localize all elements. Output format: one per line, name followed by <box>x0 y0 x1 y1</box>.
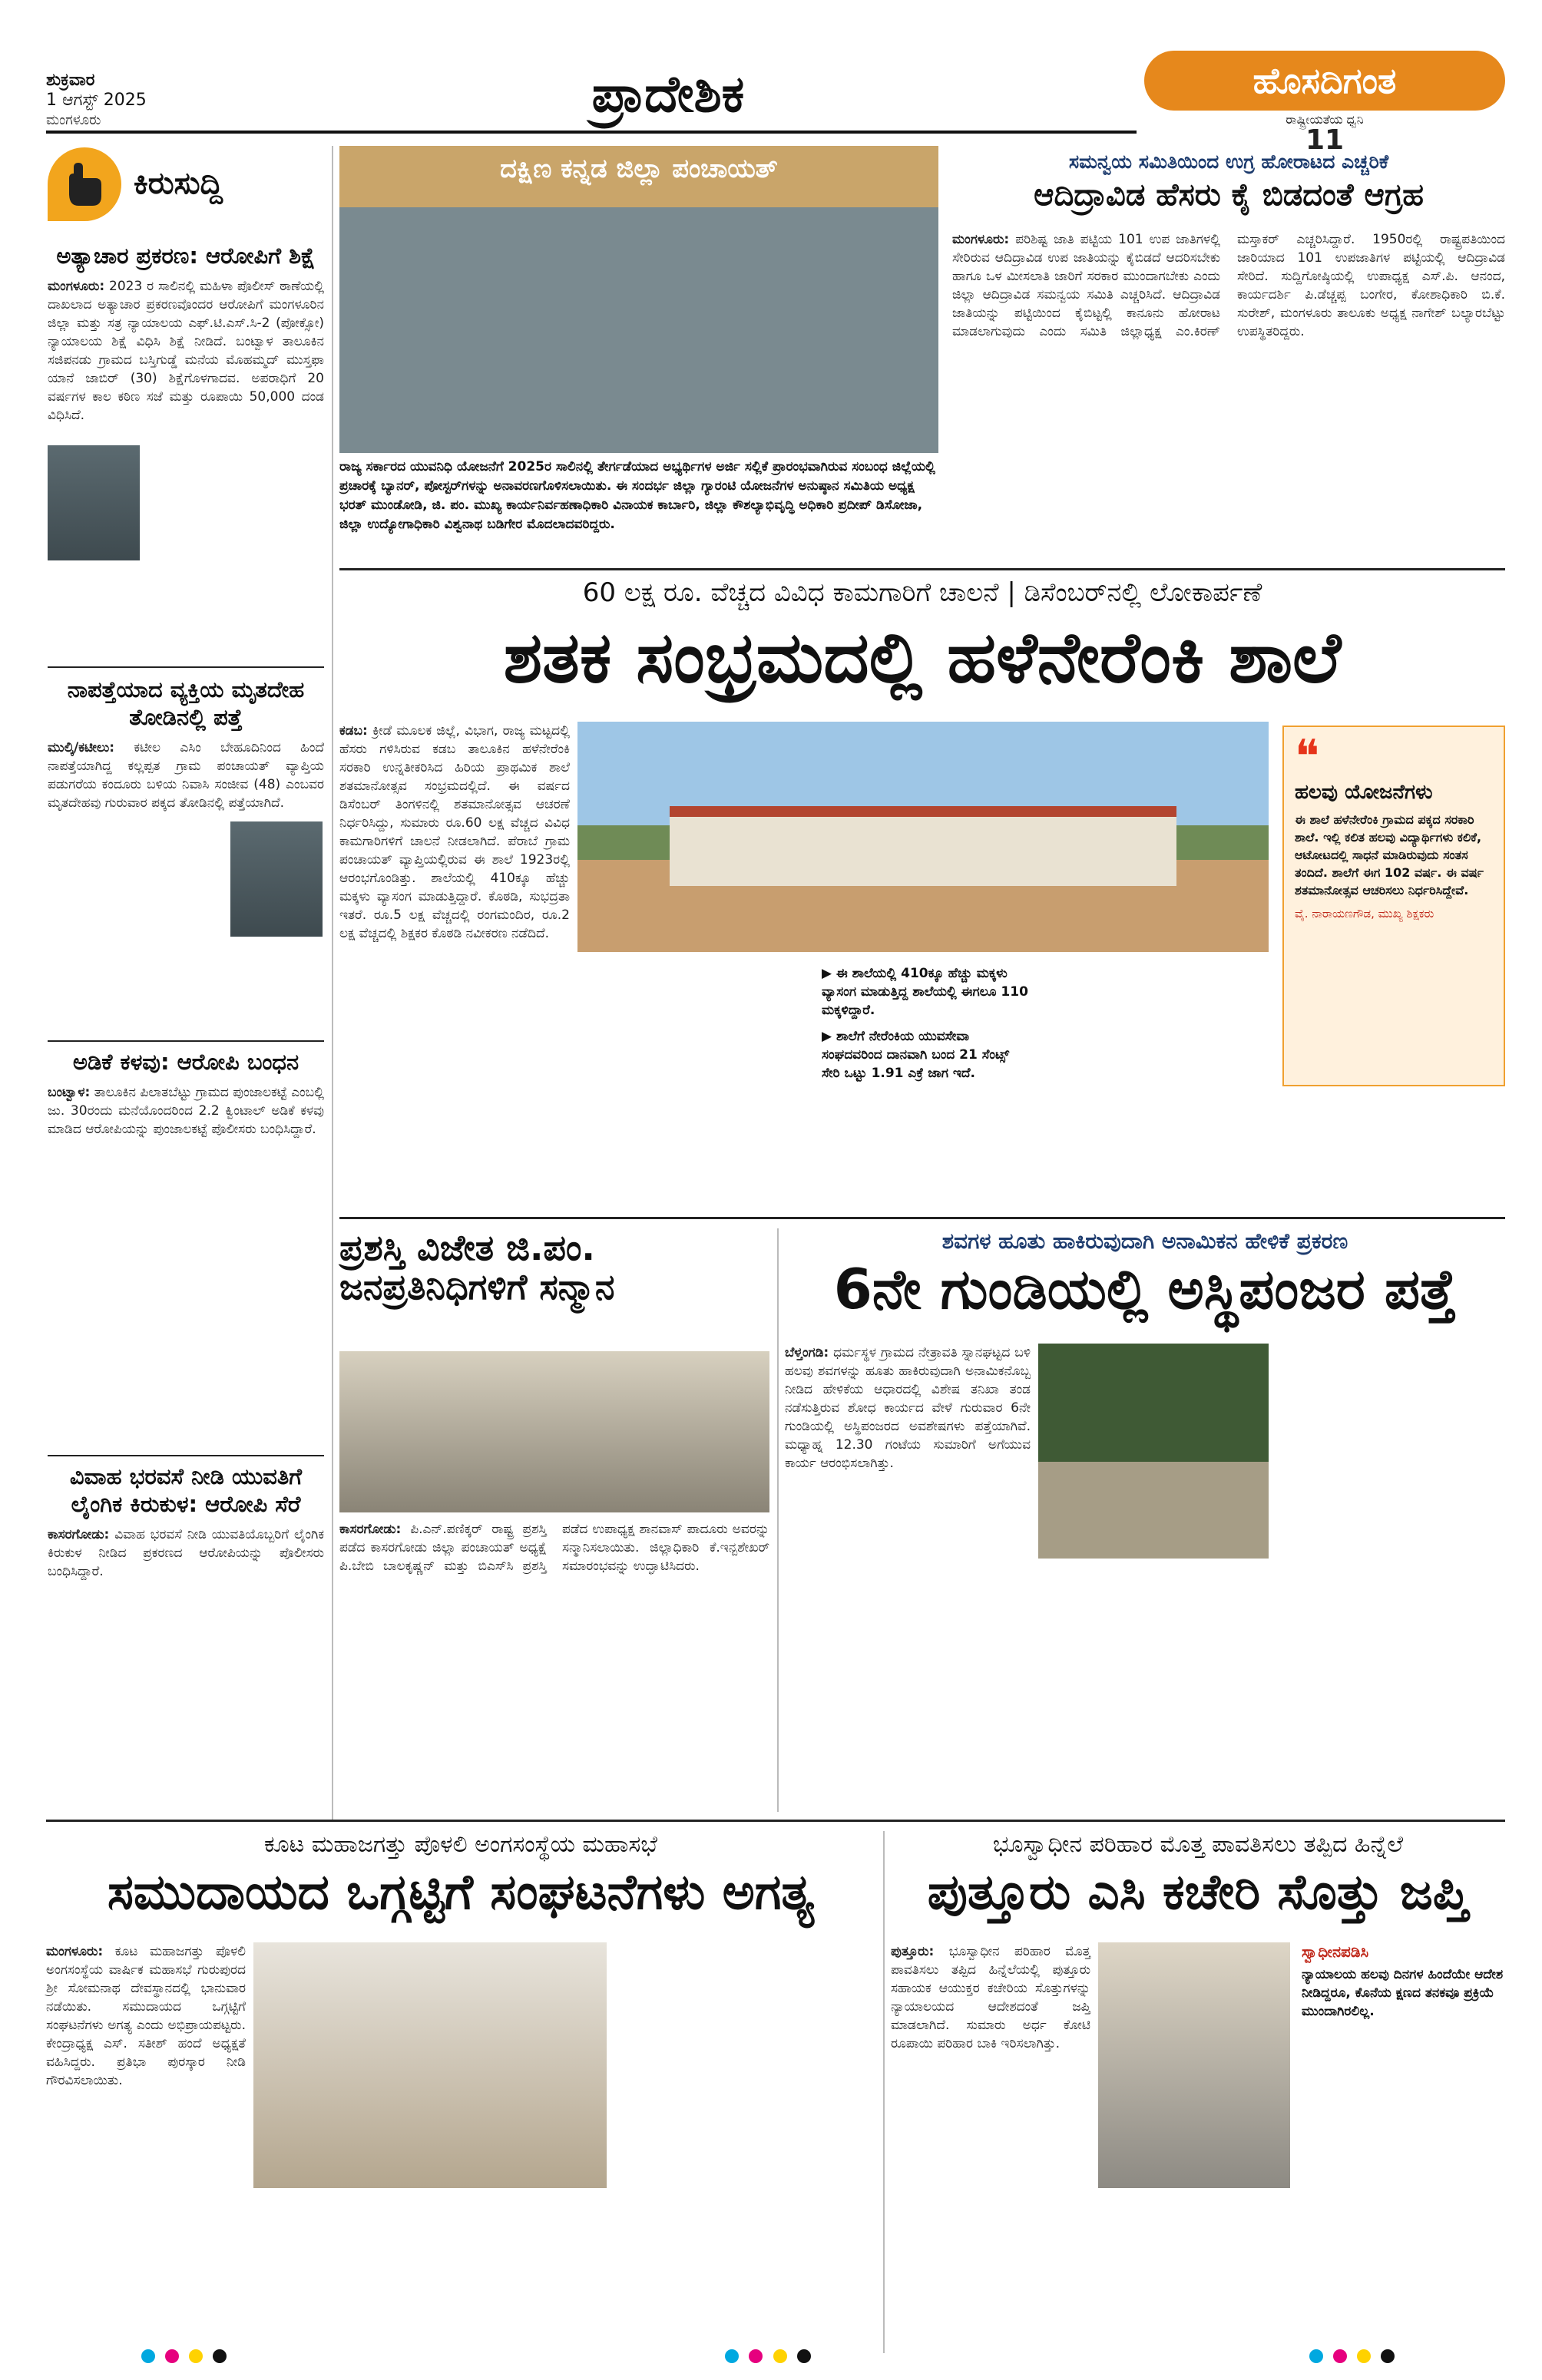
day-label: ಶುಕ್ರವಾರ <box>46 71 95 90</box>
felicitation-headline: ಪ್ರಶಸ್ತಿ ವಿಜೇತ ಜಿ.ಪಂ. ಜನಪ್ರತಿನಿಧಿಗಳಿಗೆ ಸನ್ಮಾನ <box>339 1227 615 1307</box>
felicitation-dateline: ಕಾಸರಗೋಡು: <box>339 1522 402 1537</box>
puttur-dateline: ಪುತ್ತೂರು: <box>891 1944 935 1959</box>
banner-text: ದಕ್ಷಿಣ ಕನ್ನಡ ಜಿಲ್ಲಾ ಪಂಚಾಯತ್ <box>500 154 778 184</box>
yellow-dot <box>189 2349 203 2363</box>
skeleton-headline: 6ನೇ ಗುಂಡಿಯಲ್ಲಿ ಅಸ್ಥಿಪಂಜರ ಪತ್ತೆ <box>833 1257 1457 1321</box>
divider <box>339 568 1505 570</box>
puttur-sidebar <box>1302 1942 1505 2021</box>
deceased-photo <box>230 821 323 937</box>
brief-dateline: ಕಾಸರಗೋಡು: <box>48 1527 110 1542</box>
sidebar-title: ಸ್ವಾಧೀನಪಡಿಸಿ <box>1302 1942 1369 1961</box>
brief-3 <box>48 1048 324 1139</box>
divider <box>46 1820 1505 1822</box>
skeleton-text: ಧರ್ಮಸ್ಥಳ ಗ್ರಾಮದ ನೇತ್ರಾವತಿ ಸ್ನಾನಘಟ್ಟದ ಬಳಿ ಹಲವು ಶವಗಳನ್ನು ಹೂತು ಹಾಕಿರುವುದಾಗಿ ಅನಾಮಿಕನೊಬ್ಬ ನೀಡಿದ ಹೇಳಿಕೆಯ ಆಧಾರದಲ್ಲಿ ವಿಶೇಷ ತನಿಖಾ ತಂಡ ನಡೆಸುತ್ತಿರುವ ಶೋಧ ಕಾರ್ಯದ ವೇಳೆ ಗುರುವಾರ 6ನೇ ಗುಂಡಿಯಲ್ಲಿ ಅಸ್ಥಿಪಂಜರದ ಅವಶೇಷಗಳು ಪತ್ತೆಯಾಗಿವೆ. ಮಧ್ಯಾಹ್ನ 12.30 ಗಂಟೆಯ ಸುಮಾರಿಗೆ ಅಗೆಯುವ ಕಾರ್ಯ ಆರಂಭಿಸಲಾಗಿತ್ತು. <box>785 1345 1031 1471</box>
quote-author: ವೈ. ನಾರಾಯಣಗೌಡ, ಮುಖ್ಯ ಶಿಕ್ಷಕರು <box>1295 907 1434 921</box>
brand-name: ಹೊಸದಿಗಂತ <box>1144 51 1505 111</box>
school-photo <box>577 722 1269 952</box>
community-headline: ಸಮುದಾಯದ ಒಗ್ಗಟ್ಟಿಗೆ ಸಂಘಟನೆಗಳು ಅಗತ್ಯ <box>107 1864 815 1921</box>
school-text: ಕ್ರೀಡೆ ಮೂಲಕ ಜಿಲ್ಲೆ, ವಿಭಾಗ, ರಾಜ್ಯ ಮಟ್ಟದಲ್ಲಿ ಹೆಸರು ಗಳಿಸಿರುವ ಕಡಬ ತಾಲೂಕಿನ ಹಳೆನೇರೆಂಕಿ ಸರಕಾರಿ ಉನ್ನತೀಕರಿಸಿದ ಹಿರಿಯ ಪ್ರಾಥಮಿಕ ಶಾಲೆ ಶತಮಾನೋತ್ಸವ ಸಂಭ್ರಮದಲ್ಲಿದೆ. ಈ ವರ್ಷದ ಡಿಸೆಂಬರ್ ತಿಂಗಳಿನಲ್ಲಿ ಶತಮಾನೋತ್ಸವ ಆಚರಣೆ ನಿರ್ಧರಿಸಿದ್ದು, ಸುಮಾರು ರೂ.60 ಲಕ್ಷ ವೆಚ್ಚದ ವಿವಿಧ ಕಾಮಗಾರಿಗಳಿಗೆ ಚಾಲನೆ ನೀಡಲಾಗಿದೆ. ಪೆರಾಬೆ ಗ್ರಾಮ ಪಂಚಾಯತ್ ವ್ಯಾಪ್ತಿಯಲ್ಲಿರುವ ಈ ಶಾಲೆ 1923ರಲ್ಲಿ ಆರಂಭಗೊಂಡಿತ್ತು. ಶಾಲೆಯಲ್ಲಿ 410ಕ್ಕೂ ಹೆಚ್ಚು ಮಕ್ಕಳು ವ್ಯಾಸಂಗ ಮಾಡುತ್ತಿದ್ದಾರೆ. ಕೊಠಡಿ, ಸುಭದ್ರತಾ ಇತರೆ. ರೂ.5 ಲಕ್ಷ ವೆಚ್ಚದಲ್ಲಿ ರಂಗಮಂದಿರ, ರೂ.2 ಲಕ್ಷ ವೆಚ್ಚದಲ್ಲಿ ಶಿಕ್ಷಕರ ಕೊಠಡಿ ನವೀಕರಣ ನಡೆದಿದೆ. <box>339 723 570 941</box>
puttur-text: ಭೂಸ್ವಾಧೀನ ಪರಿಹಾರ ಮೊತ್ತ ಪಾವತಿಸಲು ತಪ್ಪಿದ ಹಿನ್ನೆಲೆಯಲ್ಲಿ ಪುತ್ತೂರು ಸಹಾಯಕ ಆಯುಕ್ತರ ಕಚೇರಿಯ ಸೊತ್ತುಗಳನ್ನು ನ್ಯಾಯಾಲಯದ ಆದೇಶದಂತೆ ಜಪ್ತಿ ಮಾಡಲಾಗಿದೆ. ಸುಮಾರು ಅರ್ಧ ಕೋಟಿ ರೂಪಾಯಿ ಪರಿಹಾರ ಬಾಕಿ ಇರಿಸಲಾಗಿತ್ತು. <box>891 1944 1090 2051</box>
excavation-photo <box>1038 1344 1269 1559</box>
color-dot-group <box>1306 2349 1398 2366</box>
black-dot <box>1381 2349 1395 2363</box>
kirusuddi-header <box>48 147 324 232</box>
yuvanidhi-photo <box>339 146 938 453</box>
community-dateline: ಮಂಗಳೂರು: <box>46 1944 104 1959</box>
brief-dateline: ಬಂಟ್ವಾಳ: <box>48 1085 91 1100</box>
adidravida-kicker: ಸಮನ್ವಯ ಸಮಿತಿಯಿಂದ ಉಗ್ರ ಹೋರಾಟದ ಎಚ್ಚರಿಕೆ <box>1068 150 1389 173</box>
divider <box>48 1455 324 1456</box>
puttur-body <box>891 1942 1090 2053</box>
column-divider <box>777 1228 779 1812</box>
brief-title: ಅತ್ಯಾಚಾರ ಪ್ರಕರಣ: ಆರೋಪಿಗೆ ಶಿಕ್ಷೆ <box>56 243 316 269</box>
puttur-kicker: ಭೂಸ್ವಾಧೀನ ಪರಿಹಾರ ಮೊತ್ತ ಪಾವತಿಸಲು ತಪ್ಪಿದ ಹಿನ್ನೆಲೆ <box>992 1831 1404 1858</box>
brief-body: ತಾಲೂಕಿನ ಪಿಲಾತಬೆಟ್ಟು ಗ್ರಾಮದ ಪುಂಜಾಲಕಟ್ಟೆ ಎಂಬಲ್ಲಿ ಜು. 30ರಂದು ಮನೆಯೊಂದರಿಂದ 2.2 ಕ್ವಿಂಟಾಲ್ ಅಡಿಕೆ ಕಳವು ಮಾಡಿದ ಆರೋಪಿಯನ್ನು ಪುಂಜಾಲಕಟ್ಟೆ ಪೊಲೀಸರು ಬಂಧಿಸಿದ್ದಾರೆ. <box>48 1085 325 1137</box>
brief-body: 2023 ರ ಸಾಲಿನಲ್ಲಿ ಮಹಿಳಾ ಪೊಲೀಸ್ ಠಾಣೆಯಲ್ಲಿ ದಾಖಲಾದ ಅತ್ಯಾಚಾರ ಪ್ರಕರಣವೊಂದರ ಆರೋಪಿಗೆ ಮಂಗಳೂರಿನ ಜಿಲ್ಲಾ ಮತ್ತು ಸತ್ರ ನ್ಯಾಯಾಲಯ ಎಫ್.ಟಿ.ಎಸ್.ಸಿ-2 (ಪೋಕ್ಸೋ) ನ್ಯಾಯಾಲಯ ಶಿಕ್ಷೆ ವಿಧಿಸಿ ಶಿಕ್ಷೆ ನೀಡಿದೆ. ಬಂಟ್ವಾಳ ತಾಲೂಕಿನ ಸಜಿಪನಡು ಗ್ರಾಮದ ಬಸ್ತಿಗುಡ್ಡೆ ಮನೆಯ ಮೊಹಮ್ಮದ್ ಮುಸ್ತಫಾ ಯಾನೆ ಜಾಬಿರ್ (30) ಶಿಕ್ಷೆಗೊಳಗಾದವ. ಅಪರಾಧಿಗೆ 20 ವರ್ಷಗಳ ಕಾಲ ಕಠಿಣ ಸಜೆ ಮತ್ತು ರೂಪಾಯಿ 50,000 ದಂಡ ವಿಧಿಸಿದೆ. <box>48 279 324 423</box>
school-kicker: 60 ಲಕ್ಷ ರೂ. ವೆಚ್ಚದ ವಿವಿಧ ಕಾಮಗಾರಿಗೆ ಚಾಲನೆ | ಡಿಸೆಂಬರ್‌ನಲ್ಲಿ ಲೋಕಾರ್ಪಣೆ <box>582 577 1262 608</box>
adidravida-dateline: ಮಂಗಳೂರು: <box>952 232 1010 247</box>
school-dateline: ಕಡಬ: <box>339 723 368 739</box>
brief-title: ನಾಪತ್ತೆಯಾದ ವ್ಯಕ್ತಿಯ ಮೃತದೇಹ ತೋಡಿನಲ್ಲಿ ಪತ್ತೆ <box>67 676 305 730</box>
felicitation-text: ಪಿ.ಎನ್.ಪಣಿಕ್ಕರ್ ರಾಷ್ಟ್ರ ಪ್ರಶಸ್ತಿ ಪಡೆದ ಕಾಸರಗೋಡು ಜಿಲ್ಲಾ ಪಂಚಾಯತ್ ಅಧ್ಯಕ್ಷೆ ಪಿ.ಬೇಬಿ ಬಾಲಕೃಷ್ಣನ್ ಮತ್ತು ಬಿಎಸ್‌ಸಿ ಪ್ರಶಸ್ತಿ ಪಡೆದ ಉಪಾಧ್ಯಕ್ಷ ಶಾನವಾಸ್ ಪಾದೂರು ಅವರನ್ನು ಸನ್ಮಾನಿಸಲಾಯಿತು. ಜಿಲ್ಲಾಧಿಕಾರಿ ಕೆ.ಇನ್ಬಶೇಖರ್ ಸಮಾರಂಭವನ್ನು ಉದ್ಘಾಟಿಸಿದರು. <box>339 1522 769 1574</box>
school-headline: ಶತಕ ಸಂಭ್ರಮದಲ್ಲಿ ಹಳೆನೇರೆಂಕಿ ಶಾಲೆ <box>503 616 1342 699</box>
quote-box <box>1282 726 1505 1086</box>
puttur-headline: ಪುತ್ತೂರು ಎಸಿ ಕಚೇರಿ ಸೊತ್ತು ಜಪ್ತಿ <box>927 1864 1469 1921</box>
yellow-dot <box>1357 2349 1371 2363</box>
brief-dateline: ಮುಲ್ಕಿ/ಕಟೀಲು: <box>48 740 115 755</box>
city-label: ಮಂಗಳೂರು <box>46 112 101 128</box>
brief-1 <box>48 242 324 425</box>
magenta-dot <box>749 2349 763 2363</box>
column-divider <box>332 146 333 1820</box>
magenta-dot <box>165 2349 179 2363</box>
accused-photo <box>48 445 140 560</box>
felicitation-photo <box>339 1351 769 1512</box>
divider <box>48 1040 324 1042</box>
column-divider <box>883 1831 885 2353</box>
brief-2 <box>48 676 324 812</box>
brief-title: ವಿವಾಹ ಭರವಸೆ ನೀಡಿ ಯುವತಿಗೆ ಲೈಂಗಿಕ ಕಿರುಕುಳ: ಆರೋಪಿ ಸೆರೆ <box>69 1463 303 1517</box>
black-dot <box>797 2349 811 2363</box>
sidebar-text: ನ್ಯಾಯಾಲಯ ಹಲವು ದಿನಗಳ ಹಿಂದೆಯೇ ಆದೇಶ ನೀಡಿದ್ದರೂ, ಕೊನೆಯ ಕ್ಷಣದ ತನಕವೂ ಪ್ರಕ್ರಿಯೆ ಮುಂದಾಗಿರಲಿಲ್ಲ. <box>1302 1967 1504 2019</box>
school-bullet: ಶಾಲೆಗೆ ನೇರೆಂಕಿಯ ಯುವಸೇವಾ ಸಂಘದವರಿಂದ ದಾನವಾಗಿ ಬಂದ 21 ಸೆಂಟ್ಸ್ ಸೇರಿ ಒಟ್ಟು 1.91 ಎಕ್ರೆ ಜಾಗ ಇದೆ. <box>822 1029 1010 1081</box>
adidravida-text: ಪರಿಶಿಷ್ಟ ಜಾತಿ ಪಟ್ಟಿಯ 101 ಉಪ ಜಾತಿಗಳಲ್ಲಿ ಸೇರಿರುವ ಆದಿದ್ರಾವಿಡ ಉಪ ಜಾತಿಯನ್ನು ಕೈಬಿಡದೆ ಆದರಿಸಬೇಕು ಹಾಗೂ ಒಳ ಮೀಸಲಾತಿ ಜಾರಿಗೆ ಸರಕಾರ ಮುಂದಾಗಬೇಕು ಎಂದು ಜಿಲ್ಲಾ ಆದಿದ್ರಾವಿಡ ಸಮನ್ವಯ ಸಮಿತಿ ಎಚ್ಚರಿಸಿದೆ. ಆದಿದ್ರಾವಿಡ ಜಾತಿಯನ್ನು ಪಟ್ಟಿಯಿಂದ ಕೈಬಿಟ್ಟಲ್ಲಿ ಕಾನೂನು ಹೋರಾಟ ಮಾಡಲಾಗುವುದು ಎಂದು ಸಮಿತಿ ಜಿಲ್ಲಾಧ್ಯಕ್ಷ ಎಂ.ಕಿರಣ್ ಮಸ್ತಾಕರ್ ಎಚ್ಚರಿಸಿದ್ದಾರೆ. 1950ರಲ್ಲಿ ರಾಷ್ಟ್ರಪತಿಯಿಂದ ಜಾರಿಯಾದ 101 ಉಪಜಾತಿಗಳ ಪಟ್ಟಿಯಲ್ಲಿ ಆದಿದ್ರಾವಿಡ ಸೇರಿದೆ. ಸುದ್ದಿಗೋಷ್ಠಿಯಲ್ಲಿ ಉಪಾಧ್ಯಕ್ಷ ಎಸ್.ಪಿ. ಆನಂದ, ಕಾರ್ಯದರ್ಶಿ ಪಿ.ಡೆಚ್ಚಪ್ಪ ಬಂಗೇರ, ಕೋಶಾಧಿಕಾರಿ ಬಿ.ಕೆ. ಸುರೇಶ್, ಮಂಗಳೂರು ತಾಲೂಕು ಅಧ್ಯಕ್ಷ ನಾಗೇಶ್ ಬಲ್ಯಾರಬೆಟ್ಟು ಉಪಸ್ಥಿತರಿದ್ದರು. <box>952 232 1505 339</box>
brief-4 <box>48 1463 324 1581</box>
school-body <box>339 722 570 1259</box>
hand-icon <box>48 147 121 221</box>
color-dot-group <box>722 2349 813 2366</box>
print-registration-marks <box>138 2349 1398 2366</box>
brief-body: ಕಟೀಲ ಎಸಿಂ ಬೇಹೂದಿನಿಂದ ಹಿಂದೆ ನಾಪತ್ತೆಯಾಗಿದ್ದ ಕಲ್ಲಪ್ಪತ ಗ್ರಾಮ ಪಂಚಾಯತ್ ವ್ಯಾಪ್ತಿಯ ಪಡುಗರೆಯ ಕಂದೂರು ಬಳಿಯ ನಿವಾಸಿ ಸಂಜೀವ (48) ಎಂಬವರ ಮೃತದೇಹವು ಗುರುವಾರ ಪಕ್ಕದ ತೋಡಿನಲ್ಲಿ ಪತ್ತೆಯಾಗಿದೆ. <box>48 740 325 811</box>
quote-text: ಈ ಶಾಲೆ ಹಳೆನೇರೆಂಕಿ ಗ್ರಾಮದ ಪಕ್ಕದ ಸರಕಾರಿ ಶಾಲೆ. ಇಲ್ಲಿ ಕಲಿತ ಹಲವು ವಿದ್ಯಾರ್ಥಿಗಳು ಕಲಿಕೆ, ಆಟೋಟದಲ್ಲಿ ಸಾಧನೆ ಮಾಡಿರುವುದು ಸಂತಸ ತಂದಿದೆ. ಶಾಲೆಗೆ ಈಗ 102 ವರ್ಷ. ಈ ವರ್ಷ ಶತಮಾನೋತ್ಸವ ಆಚರಿಸಲು ನಿರ್ಧರಿಸಿದ್ದೇವೆ. <box>1295 812 1484 897</box>
brief-dateline: ಮಂಗಳೂರು: <box>48 279 105 294</box>
cyan-dot <box>725 2349 739 2363</box>
community-kicker: ಕೂಟ ಮಹಾಜಗತ್ತು ಪೊಳಲಿ ಅಂಗಸಂಸ್ಥೆಯ ಮಹಾಸಭೆ <box>264 1831 657 1858</box>
adidravida-body <box>952 230 1505 341</box>
brief-title: ಅಡಿಕೆ ಕಳವು: ಆರೋಪಿ ಬಂಧನ <box>72 1049 299 1075</box>
kirusuddi-label: ಕಿರುಸುದ್ದಿ <box>134 166 223 201</box>
brief-body: ವಿವಾಹ ಭರವಸೆ ನೀಡಿ ಯುವತಿಯೊಬ್ಬರಿಗೆ ಲೈಂಗಿಕ ಕಿರುಕುಳ ನೀಡಿದ ಪ್ರಕರಣದ ಆರೋಪಿಯನ್ನು ಪೊಲೀಸರು ಬಂಧಿಸಿದ್ದಾರೆ. <box>48 1527 324 1579</box>
community-text: ಕೂಟ ಮಹಾಜಗತ್ತು ಪೊಳಲಿ ಅಂಗಸಂಸ್ಥೆಯ ವಾರ್ಷಿಕ ಮಹಾಸಭೆ ಗುರುಪುರದ ಶ್ರೀ ಸೋಮನಾಥ ದೇವಸ್ಥಾನದಲ್ಲಿ ಭಾನುವಾರ ನಡೆಯಿತು. ಸಮುದಾಯದ ಒಗ್ಗಟ್ಟಿಗೆ ಸಂಘಟನೆಗಳು ಅಗತ್ಯ ಎಂದು ಅಭಿಪ್ರಾಯಪಟ್ಟರು. ಕೇಂದ್ರಾಧ್ಯಕ್ಷ ಎಸ್. ಸತೀಶ್ ಹಂದೆ ಅಧ್ಯಕ್ಷತೆ ವಹಿಸಿದ್ದರು. ಪ್ರತಿಭಾ ಪುರಸ್ಕಾರ ನೀಡಿ ಗೌರವಿಸಲಾಯಿತು. <box>46 1944 247 2088</box>
black-dot <box>213 2349 227 2363</box>
header-rule <box>46 131 1137 134</box>
adidravida-headline: ಆದಿದ್ರಾವಿಡ ಹೆಸರು ಕೈ ಬಿಡದಂತೆ ಆಗ್ರಹ <box>1034 177 1424 213</box>
school-building <box>670 806 1176 886</box>
brand-tagline: ರಾಷ್ಟ್ರೀಯತೆಯ ಧ್ವನಿ <box>1286 112 1364 127</box>
brand-logo <box>1144 51 1505 156</box>
seizure-photo <box>1098 1942 1290 2188</box>
divider <box>339 1217 1505 1219</box>
community-photo <box>253 1942 607 2188</box>
color-dot-group <box>138 2349 230 2366</box>
dateline-block <box>46 71 169 131</box>
school-bullets: ▶ ಈ ಶಾಲೆಯಲ್ಲಿ 410ಕ್ಕೂ ಹೆಚ್ಚು ಮಕ್ಕಳು ವ್ಯಾಸಂಗ ಮಾಡುತ್ತಿದ್ದ ಶಾಲೆಯಲ್ಲಿ ಈಗಲೂ 110 ಮಕ್ಕಳಿದ್ದಾರೆ. ▶ ಶಾಲೆಗೆ ನೇರೆಂಕಿಯ ಯುವಸೇವಾ ಸಂಘದವರಿಂದ ದಾನವಾಗಿ ಬಂದ 21 ಸೆಂಟ್ಸ್ ಸೇರಿ ಒಟ್ಟು 1.91 ಎಕ್ರೆ ಜಾಗ ಇದೆ. <box>822 966 1028 1081</box>
magenta-dot <box>1333 2349 1347 2363</box>
yellow-dot <box>773 2349 787 2363</box>
divider <box>48 666 324 668</box>
skeleton-kicker: ಶವಗಳ ಹೂತು ಹಾಕಿರುವುದಾಗಿ ಅನಾಮಿಕನ ಹೇಳಿಕೆ ಪ್ರಕರಣ <box>941 1228 1348 1254</box>
skeleton-dateline: ಬೆಳ್ತಂಗಡಿ: <box>785 1345 829 1360</box>
section-title: ಪ್ರಾದೇಶಿಕ <box>591 64 745 124</box>
date-label: 1 ಆಗಸ್ಟ್ 2025 <box>46 91 147 110</box>
school-bullet: ಈ ಶಾಲೆಯಲ್ಲಿ 410ಕ್ಕೂ ಹೆಚ್ಚು ಮಕ್ಕಳು ವ್ಯಾಸಂಗ ಮಾಡುತ್ತಿದ್ದ ಶಾಲೆಯಲ್ಲಿ ಈಗಲೂ 110 ಮಕ್ಕಳಿದ್ದಾರೆ. <box>822 966 1028 1018</box>
cyan-dot <box>141 2349 155 2363</box>
page-number: 11 <box>1305 124 1345 156</box>
felicitation-body <box>339 1520 769 1575</box>
community-body <box>46 1942 246 2090</box>
quote-icon: ❝ <box>1295 730 1320 784</box>
photo-caption: ರಾಜ್ಯ ಸರ್ಕಾರದ ಯುವನಿಧಿ ಯೋಜನೆಗೆ 2025ರ ಸಾಲಿನಲ್ಲಿ ತೇರ್ಗಡೆಯಾದ ಅಭ್ಯರ್ಥಿಗಳ ಅರ್ಜಿ ಸಲ್ಲಿಕೆ ಪ್ರಾರಂಭವಾಗಿರುವ ಸಂಬಂಧ ಜಿಲ್ಲೆಯಲ್ಲಿ ಪ್ರಚಾರಕ್ಕೆ ಬ್ಯಾನರ್, ಪೋಸ್ಟರ್‌ಗಳನ್ನು ಅನಾವರಣಗೊಳಿಸಲಾಯಿತು. ಈ ಸಂದರ್ಭ ಜಿಲ್ಲಾ ಗ್ಯಾರಂಟಿ ಯೋಜನೆಗಳ ಅನುಷ್ಠಾನ ಸಮಿತಿಯ ಅಧ್ಯಕ್ಷ ಭರತ್ ಮುಂಡೋಡಿ, ಜಿ. ಪಂ. ಮುಖ್ಯ ಕಾರ್ಯನಿರ್ವಹಣಾಧಿಕಾರಿ ವಿನಾಯಕ ಕಾರ್ಬಾರಿ, ಜಿಲ್ಲಾ ಕೌಶಲ್ಯಾಭಿವೃದ್ಧಿ ಅಧಿಕಾರಿ ಪ್ರದೀಪ್ ಡಿಸೋಜಾ, ಜಿಲ್ಲಾ ಉದ್ಯೋಗಾಧಿಕಾರಿ ವಿಶ್ವನಾಥ ಬಡಿಗೇರ ಮೊದಲಾದವರಿದ್ದರು. <box>339 459 935 532</box>
skeleton-body <box>785 1344 1031 1473</box>
quote-title: ಹಲವು ಯೋಜನೆಗಳು <box>1295 781 1433 804</box>
cyan-dot <box>1309 2349 1323 2363</box>
